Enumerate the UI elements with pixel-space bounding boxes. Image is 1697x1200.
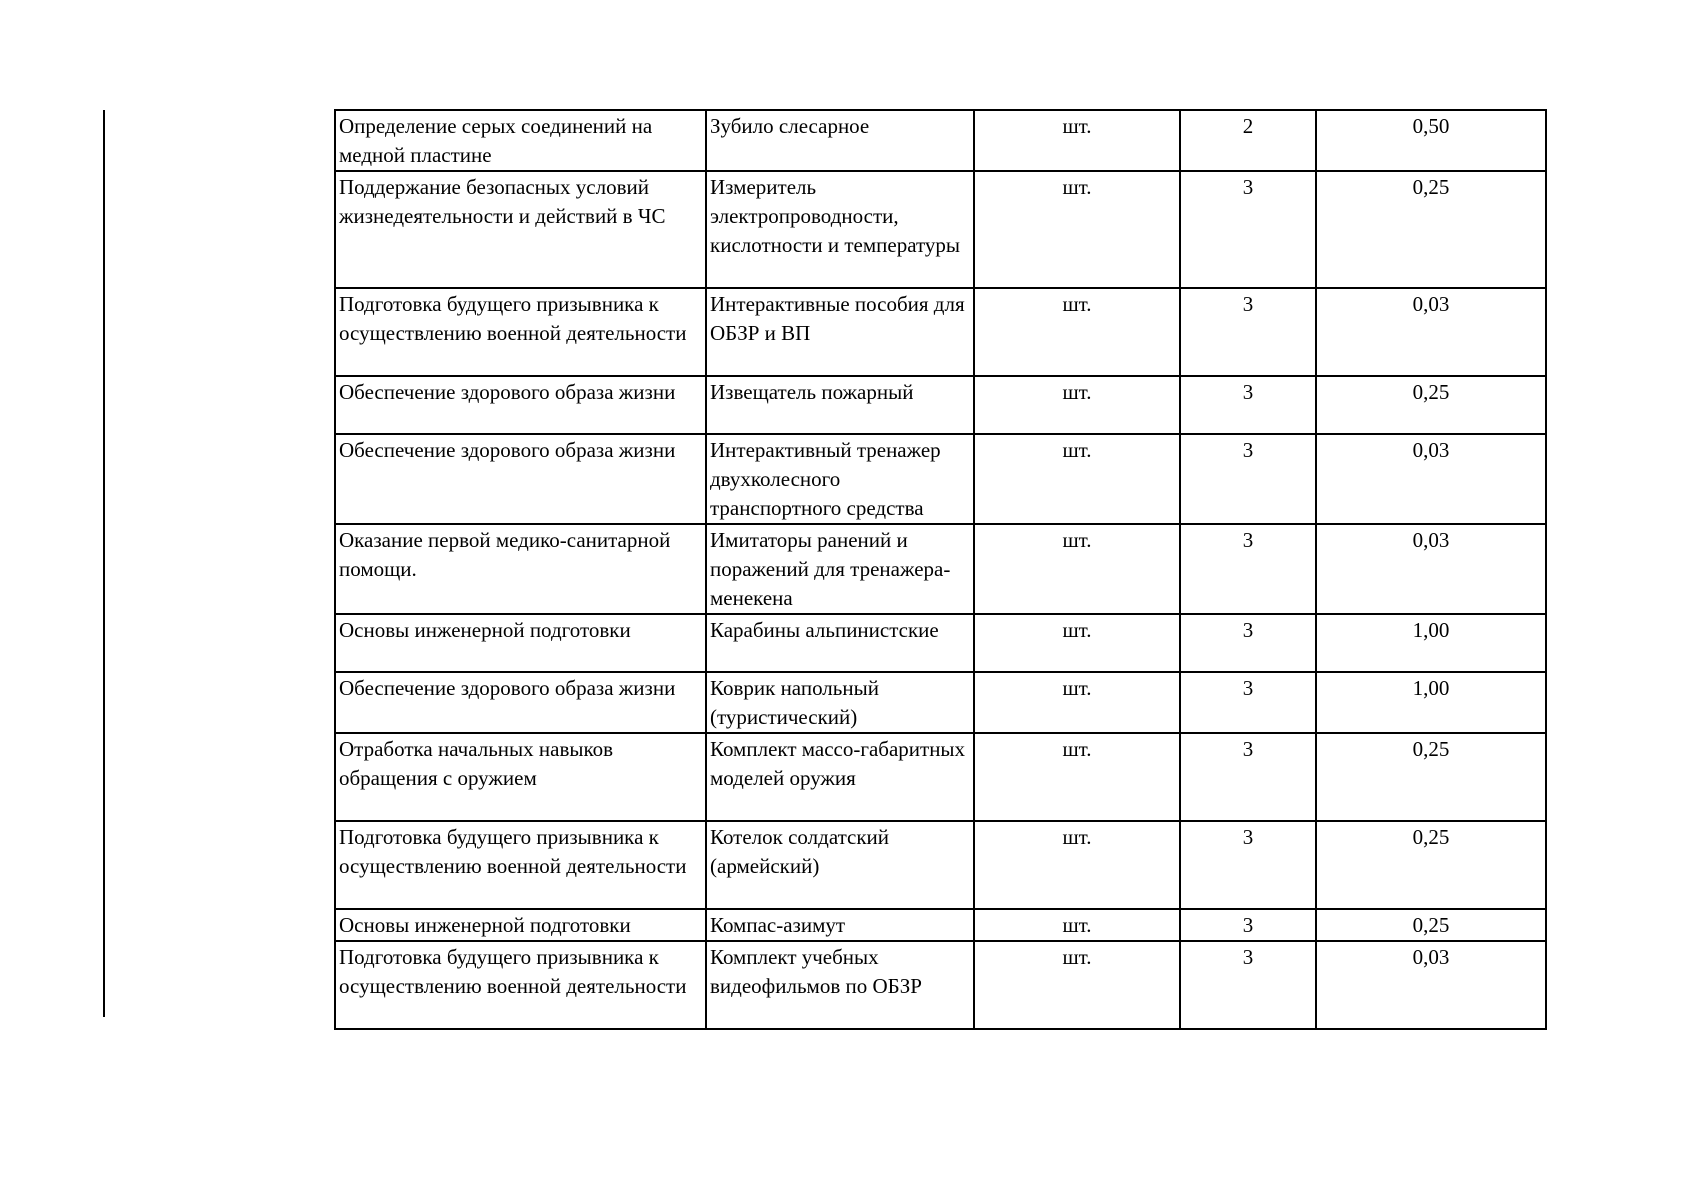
topic-cell: Определение серых соединений на медной пластине: [335, 110, 706, 171]
table-row: [335, 434, 1546, 524]
coefficient-cell: 0,03: [1316, 524, 1546, 614]
page-margin-line: [103, 110, 105, 1017]
topic-cell: Подготовка будущего призывника к осуществлению военной деятельности: [335, 821, 706, 909]
table-row: [335, 614, 1546, 672]
unit-cell: шт.: [974, 733, 1180, 821]
unit-cell: шт.: [974, 909, 1180, 941]
coefficient-cell: 1,00: [1316, 672, 1546, 733]
unit-cell: шт.: [974, 941, 1180, 1029]
topic-cell: Поддержание безопасных условий жизнедеятельности и действий в ЧС: [335, 171, 706, 288]
item-cell: Зубило слесарное: [706, 110, 974, 171]
coefficient-cell: 0,25: [1316, 376, 1546, 434]
quantity-cell: 3: [1180, 614, 1316, 672]
coefficient-cell: 0,03: [1316, 288, 1546, 376]
table-row: [335, 110, 1546, 171]
quantity-cell: 3: [1180, 672, 1316, 733]
topic-cell: Обеспечение здорового образа жизни: [335, 376, 706, 434]
table-row: [335, 733, 1546, 821]
item-cell: Карабины альпинистские: [706, 614, 974, 672]
quantity-cell: 2: [1180, 110, 1316, 171]
topic-cell: Основы инженерной подготовки: [335, 614, 706, 672]
quantity-cell: 3: [1180, 376, 1316, 434]
topic-cell: Обеспечение здорового образа жизни: [335, 672, 706, 733]
topic-cell: Подготовка будущего призывника к осуществлению военной деятельности: [335, 288, 706, 376]
unit-cell: шт.: [974, 614, 1180, 672]
table-row: [335, 288, 1546, 376]
unit-cell: шт.: [974, 376, 1180, 434]
quantity-cell: 3: [1180, 434, 1316, 524]
quantity-cell: 3: [1180, 909, 1316, 941]
topic-cell: Основы инженерной подготовки: [335, 909, 706, 941]
item-cell: Имитаторы ранений и поражений для тренажера-менекена: [706, 524, 974, 614]
item-cell: Котелок солдатский (армейский): [706, 821, 974, 909]
unit-cell: шт.: [974, 672, 1180, 733]
topic-cell: Подготовка будущего призывника к осуществлению военной деятельности: [335, 941, 706, 1029]
quantity-cell: 3: [1180, 288, 1316, 376]
table-row: [335, 171, 1546, 288]
table-row: [335, 524, 1546, 614]
table-row: [335, 376, 1546, 434]
topic-cell: Обеспечение здорового образа жизни: [335, 434, 706, 524]
equipment-table: [334, 109, 1547, 1030]
item-cell: Комплект массо-габаритных моделей оружия: [706, 733, 974, 821]
quantity-cell: 3: [1180, 941, 1316, 1029]
item-cell: Извещатель пожарный: [706, 376, 974, 434]
topic-cell: Оказание первой медико-санитарной помощи.: [335, 524, 706, 614]
item-cell: Измеритель электропроводности, кислотности и температуры: [706, 171, 974, 288]
coefficient-cell: 0,25: [1316, 733, 1546, 821]
table-row: [335, 821, 1546, 909]
table-row: [335, 909, 1546, 941]
coefficient-cell: 0,25: [1316, 821, 1546, 909]
quantity-cell: 3: [1180, 171, 1316, 288]
coefficient-cell: 1,00: [1316, 614, 1546, 672]
quantity-cell: 3: [1180, 821, 1316, 909]
coefficient-cell: 0,25: [1316, 909, 1546, 941]
coefficient-cell: 0,03: [1316, 941, 1546, 1029]
table-row: [335, 672, 1546, 733]
table-row: [335, 941, 1546, 1029]
unit-cell: шт.: [974, 434, 1180, 524]
unit-cell: шт.: [974, 821, 1180, 909]
coefficient-cell: 0,03: [1316, 434, 1546, 524]
coefficient-cell: 0,50: [1316, 110, 1546, 171]
topic-cell: Отработка начальных навыков обращения с оружием: [335, 733, 706, 821]
unit-cell: шт.: [974, 524, 1180, 614]
item-cell: Интерактивные пособия для ОБЗР и ВП: [706, 288, 974, 376]
unit-cell: шт.: [974, 171, 1180, 288]
unit-cell: шт.: [974, 110, 1180, 171]
item-cell: Интерактивный тренажер двухколесного транспортного средства: [706, 434, 974, 524]
item-cell: Комплект учебных видеофильмов по ОБЗР: [706, 941, 974, 1029]
quantity-cell: 3: [1180, 733, 1316, 821]
quantity-cell: 3: [1180, 524, 1316, 614]
coefficient-cell: 0,25: [1316, 171, 1546, 288]
item-cell: Коврик напольный (туристический): [706, 672, 974, 733]
item-cell: Компас-азимут: [706, 909, 974, 941]
unit-cell: шт.: [974, 288, 1180, 376]
